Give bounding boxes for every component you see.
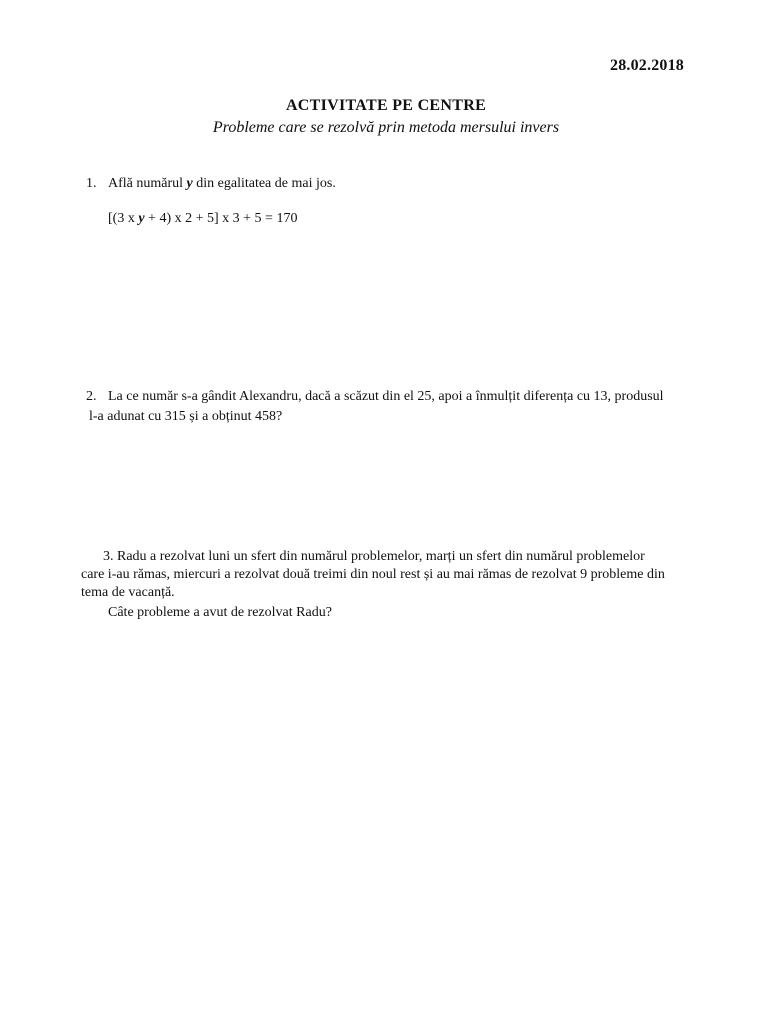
- problem-1-variable: y: [186, 176, 193, 191]
- problem-2-line-2: l-a adunat cu 315 și a obținut 458?: [89, 409, 283, 424]
- problem-3-line-2: care i-au rămas, miercuri a rezolvat două treimi din noul rest și au mai rămas de rezolvat 9 probleme din: [81, 567, 665, 582]
- page-subtitle: Probleme care se rezolvă prin metoda mersului invers: [212, 119, 560, 136]
- page-title: ACTIVITATE PE CENTRE: [285, 97, 487, 114]
- problem-1-statement: [108, 175, 336, 193]
- problem-1-equation: [108, 210, 297, 228]
- problem-3-line-3: tema de vacanță.: [81, 585, 175, 600]
- problem-3-question: Câte probleme a avut de rezolvat Radu?: [108, 605, 332, 620]
- problem-1-number: 1.: [86, 176, 97, 191]
- problem-2-number: 2.: [86, 389, 97, 404]
- equation-variable: y: [138, 211, 145, 226]
- equation-part-2: + 4) x 2 + 5] x 3 + 5 = 170: [144, 211, 298, 226]
- problem-1-text-after: din egalitatea de mai jos.: [192, 176, 336, 191]
- problem-3-line-1: 3. Radu a rezolvat luni un sfert din numărul problemelor, marți un sfert din numărul problemelor: [103, 549, 645, 564]
- problem-1-text-before: Află numărul: [108, 176, 187, 191]
- worksheet-date: 28.02.2018: [610, 57, 684, 74]
- problem-2-line-1: La ce număr s-a gândit Alexandru, dacă a scăzut din el 25, apoi a înmulțit diferența cu 13, produsul: [108, 389, 664, 404]
- equation-part-1: [(3 x: [108, 211, 139, 226]
